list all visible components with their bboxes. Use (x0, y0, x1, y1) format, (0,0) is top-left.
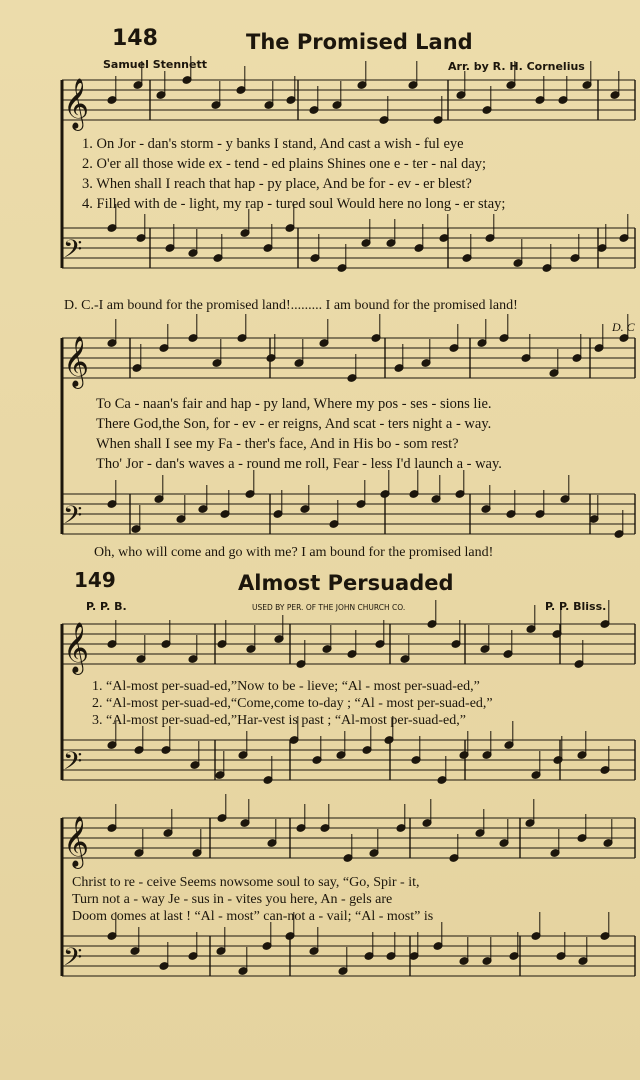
hymn-149-number: 149 (74, 568, 116, 592)
hymn-149-verses-b (72, 874, 433, 925)
verse-line: 4. Filled with de - light, my rap - tured soul Would here no long - er stay; (82, 196, 506, 212)
hymn-148-refrain-a: D. C.-I am bound for the promised land!......... I am bound for the promised land! (64, 298, 518, 313)
dc-mark: D. C (612, 320, 635, 334)
verse-line: To Ca - naan's fair and hap - py land, Where my pos - ses - sions lie. (96, 396, 492, 412)
hymn-148-number: 148 (112, 26, 158, 51)
hymn-148-author: Samuel Stennett (103, 58, 207, 71)
hymn-149-permission: USED BY PER. OF THE JOHN CHURCH CO. (252, 603, 406, 612)
treble-clef-icon: 𝄞 (63, 78, 90, 129)
treble-clef-icon: 𝄞 (63, 336, 90, 387)
hymn-149-composer: P. P. Bliss. (545, 600, 607, 613)
verse-line: 2. “Al-most per-suad-ed,“Come,come to-day ; “Al - most per-suad-ed,” (92, 696, 493, 711)
verse-line: 1. On Jor - dan's storm - y banks I stand, And cast a wish - ful eye (82, 136, 464, 152)
hymn-148-verses-a (82, 134, 505, 214)
treble-clef-icon: 𝄞 (63, 622, 90, 673)
hymn-148-refrain-b: Oh, who will come and go with me? I am bound for the promised land! (94, 545, 494, 560)
bass-clef-icon: 𝄢 (63, 235, 83, 270)
bass-clef-icon: 𝄢 (63, 501, 83, 536)
verse-line: Turn not a - way Je - sus in - vites you here, An - gels are (72, 892, 393, 907)
verse-line: 3. When shall I reach that hap - py place, And be for - ev - er blest? (82, 176, 472, 192)
treble-clef-icon: 𝄞 (63, 816, 90, 867)
verse-line: 3. “Al-most per-suad-ed,”Har-vest is past ; “Al-most per-suad-ed,” (92, 713, 466, 728)
bass-clef-icon: 𝄢 (63, 943, 83, 978)
bass-clef-icon: 𝄢 (63, 747, 83, 782)
verse-line: 2. O'er all those wide ex - tend - ed plains Shines one e - ter - nal day; (82, 156, 487, 172)
staff-lines (62, 80, 635, 976)
hymn-149-verses-a (92, 678, 493, 729)
verse-line: Tho' Jor - dan's waves a - round me roll, Fear - less I'd launch a - way. (96, 456, 502, 472)
verse-line: When shall I see my Fa - ther's face, And in His bo - som rest? (96, 436, 459, 452)
verse-line: Doom comes at last ! “Al - most” can-not a - vail; “Al - most” is (72, 909, 434, 924)
verse-line: There God,the Son, for - ev - er reigns, And scat - ters night a - way. (96, 416, 492, 432)
verse-line: 1. “Al-most per-suad-ed,”Now to be - lieve; “Al - most per-suad-ed,” (92, 679, 480, 694)
hymn-148-title: The Promised Land (246, 30, 473, 54)
hymn-148-arranger: Arr. by R. H. Cornelius (448, 60, 585, 73)
verse-line: Christ to re - ceive Seems nowsome soul to say, “Go, Spir - it, (72, 875, 420, 890)
hymn-148-verses-b (96, 394, 502, 474)
hymn-149-author: P. P. B. (86, 600, 127, 613)
hymn-149-title: Almost Persuaded (238, 571, 454, 595)
